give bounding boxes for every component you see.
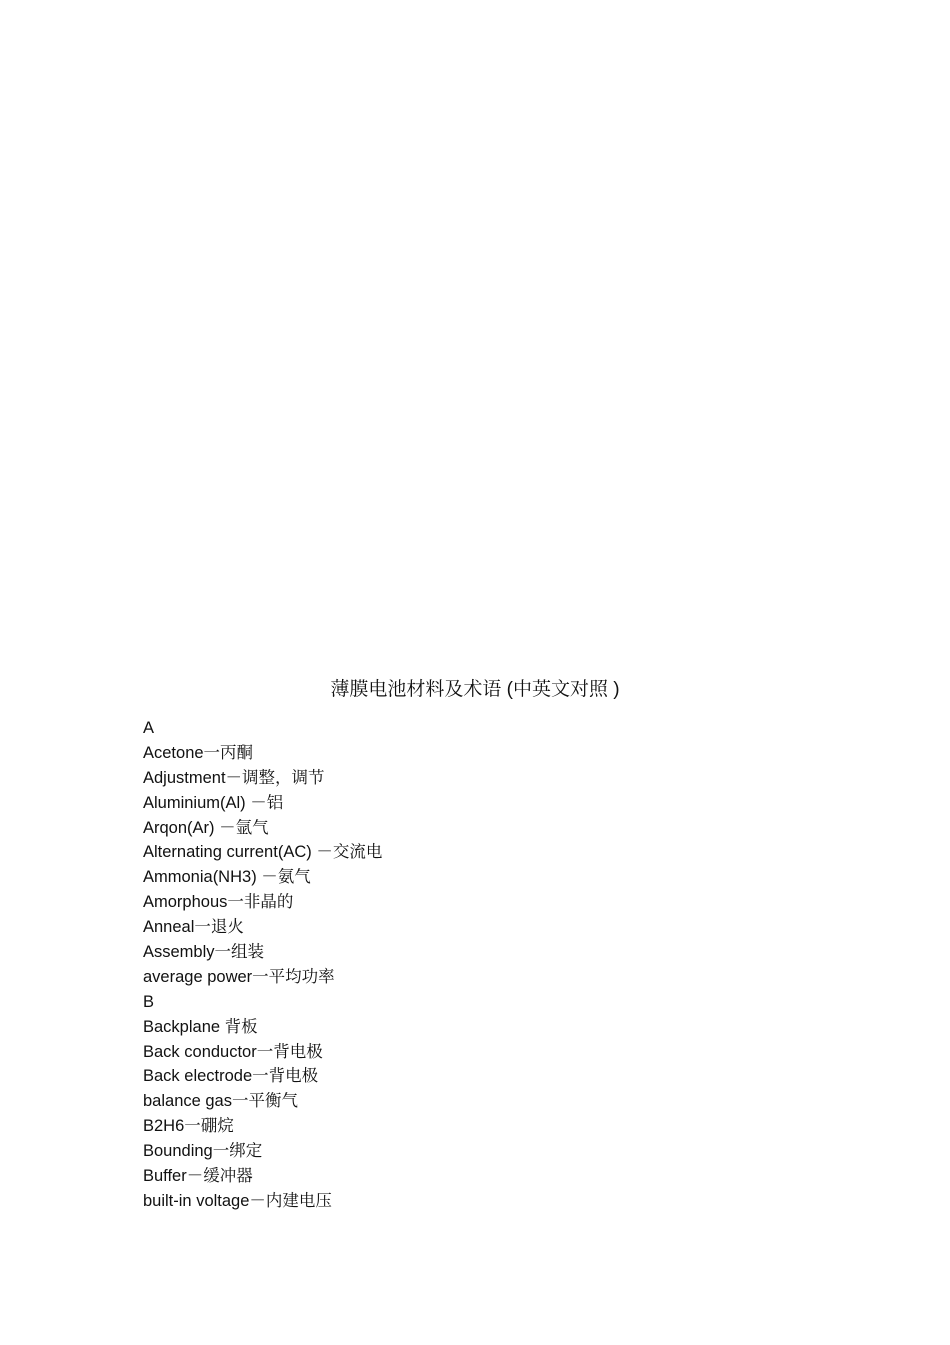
glossary-entry: Anneal一退火 [143, 918, 244, 937]
glossary-entry: balance gas一平衡气 [143, 1092, 298, 1111]
glossary-entry: B2H6一硼烷 [143, 1117, 234, 1136]
glossary-entry: Arqon(Ar) －氩气 [143, 818, 269, 837]
glossary-entry: average power一平均功率 [143, 967, 335, 986]
glossary-entry: built-in voltage－内建电压 [143, 1191, 332, 1210]
glossary-entry: Ammonia(NH3) －氨气 [143, 868, 311, 887]
document-title: 薄膜电池材料及术语 (中英文对照 ) [330, 679, 620, 700]
glossary-entry: Aluminium(Al) －铝 [143, 793, 284, 812]
glossary-list [143, 716, 843, 1214]
glossary-entry: Acetone一丙酮 [143, 743, 254, 762]
glossary-entry: Back conductor一背电极 [143, 1042, 323, 1061]
glossary-entry: Back electrode一背电极 [143, 1067, 319, 1086]
section-letter-b: B [143, 992, 155, 1011]
glossary-entry: Adjustment－调整，调节 [143, 768, 325, 787]
glossary-entry: Assembly一组装 [143, 943, 265, 962]
glossary-entry: Alternating current(AC) －交流电 [143, 843, 383, 862]
section-letter-a: A [143, 719, 155, 737]
glossary-entry: Backplane 背板 [143, 1017, 258, 1036]
glossary-entry: Buffer－缓冲器 [143, 1167, 253, 1186]
glossary-entry: Bounding一绑定 [143, 1142, 263, 1161]
glossary-entry: Amorphous一非晶的 [143, 893, 294, 912]
